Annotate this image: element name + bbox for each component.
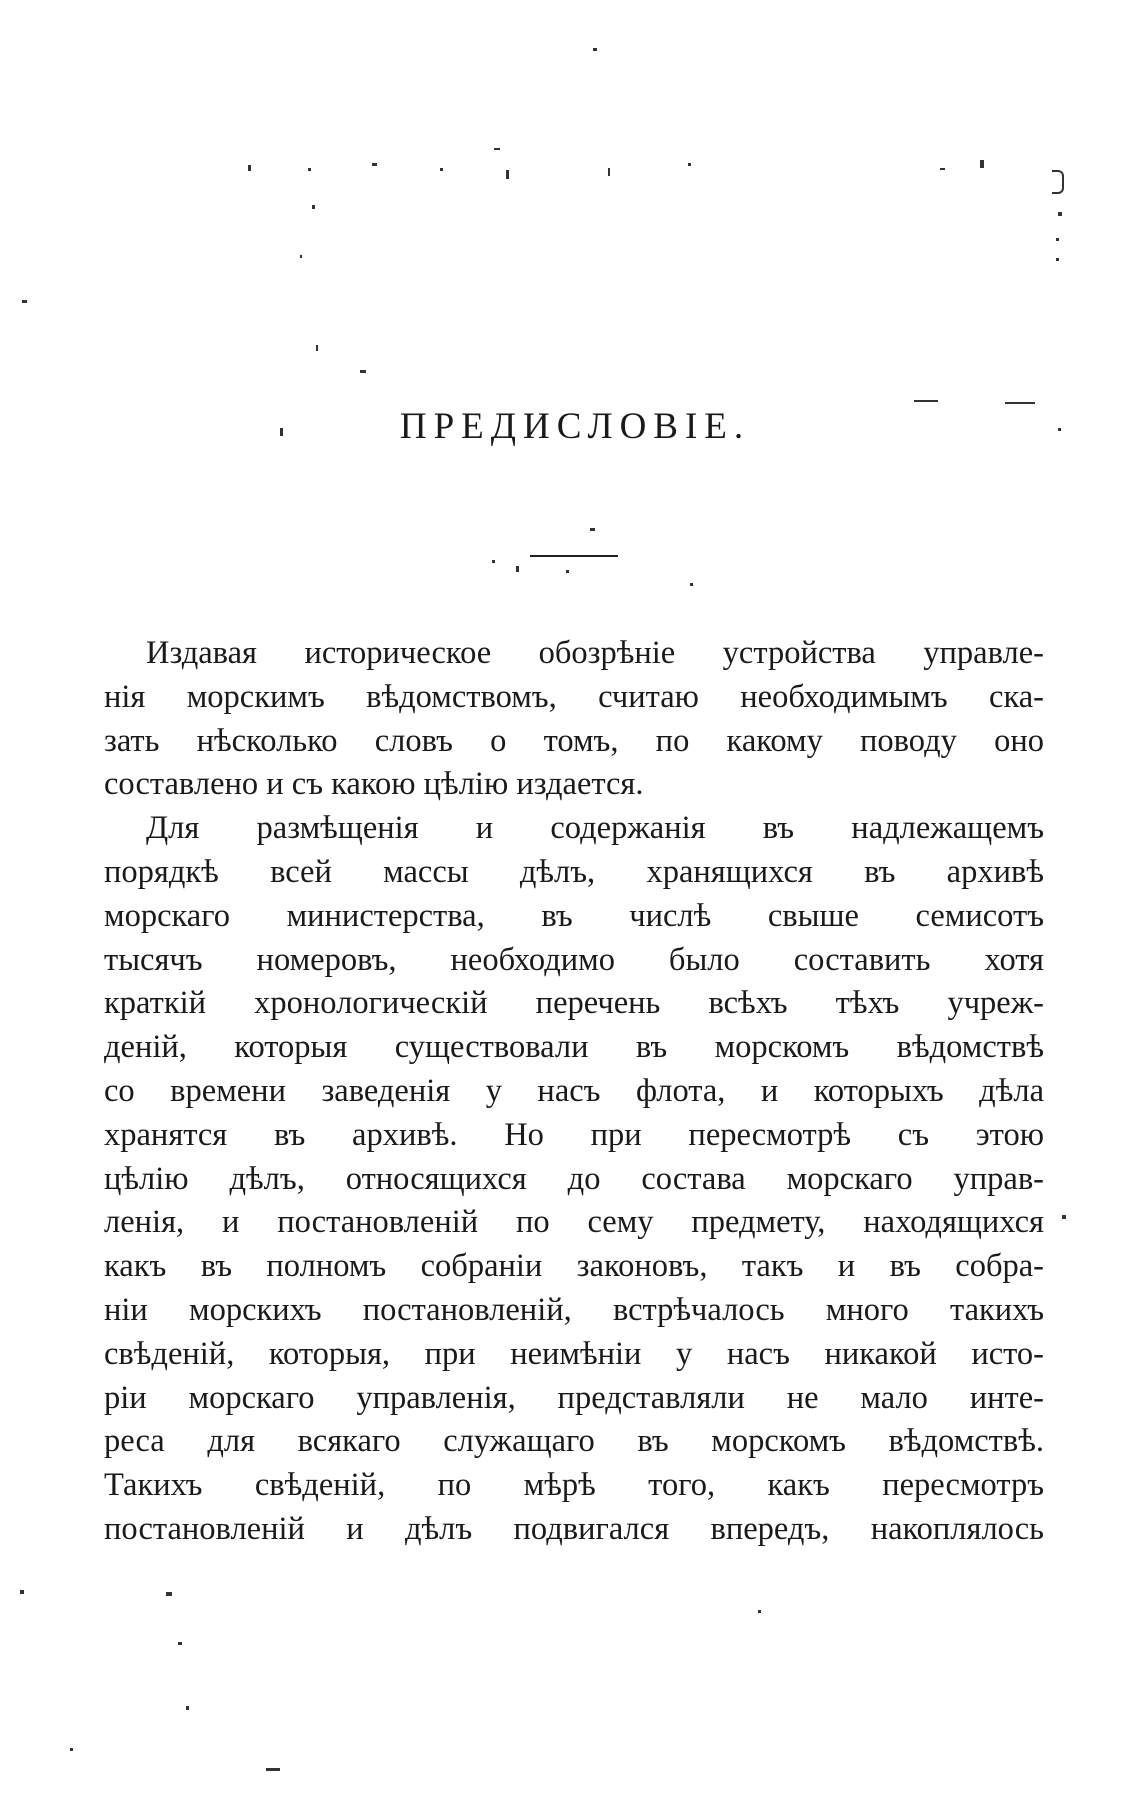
scan-speck [1056,238,1059,241]
scan-speck [940,168,945,170]
text-line: ленія, и постановленій по сему предмету, находящихся [104,1204,1044,1241]
text-line: нія морскимъ вѣдомствомъ, считаю необходимымъ ска- [104,678,1044,715]
text-line: ріи морскаго управленія, представляли не мало инте- [104,1379,1044,1416]
scan-speck [1056,258,1059,261]
scan-speck [494,148,500,150]
text-line: Издавая историческое обозрѣніе устройства управле- [146,635,1044,671]
scan-speck [300,255,302,258]
text-line: краткій хронологическій перечень всѣхъ тѣхъ учреж- [104,985,1044,1022]
text-line: порядкѣ всей массы дѣлъ, хранящихся въ архивѣ [104,853,1044,890]
page-title: ПРЕДИСЛОВІЕ. [399,406,751,447]
text-line: деній, которыя существовали въ морскомъ вѣдомствѣ [104,1029,1044,1066]
scan-speck [492,560,495,563]
text-line: составлено и съ какою цѣлію издается. [104,766,644,803]
scan-speck [1005,402,1035,404]
scan-speck [280,428,283,436]
scan-speck [506,170,509,179]
text-line: постановленій и дѣлъ подвигался впередъ, накоплялось [104,1510,1044,1547]
text-line: хранятся въ архивѣ. Но при пересмотрѣ съ этою [104,1116,1044,1153]
scan-speck [1052,170,1064,194]
scan-speck [360,370,366,373]
scan-speck [566,570,569,573]
scan-speck [316,345,318,351]
text-line: какъ въ полномъ собраніи законовъ, такъ и въ собра- [104,1248,1044,1285]
scan-speck [166,1592,172,1596]
scan-speck [1058,212,1062,216]
paragraph-1 [104,632,1044,807]
scan-speck [980,160,984,168]
text-line: зать нѣсколько словъ о томъ, по какому поводу оно [104,722,1044,759]
scan-speck [186,1706,189,1710]
scan-speck [608,168,610,176]
text-line: со времени заведенія у насъ флота, и которыхъ дѣла [104,1072,1044,1109]
text-line: морскаго министерства, въ числѣ свыше семисотъ [104,897,1044,934]
scan-speck [248,165,251,171]
scan-speck [914,400,938,402]
text-line: тысячъ номеровъ, необходимо было составить хотя [104,941,1044,978]
title-divider [530,555,618,557]
scan-speck [266,1768,280,1771]
text-line: цѣлію дѣлъ, относящихся до состава морскаго управ- [104,1160,1044,1197]
paragraph-2 [104,807,1044,1552]
scan-speck [22,300,27,303]
scan-speck [178,1642,182,1645]
text-line: Такихъ свѣденій, по мѣрѣ того, какъ пересмотръ [104,1467,1044,1504]
scan-speck [1062,1215,1066,1219]
scan-speck [516,566,519,572]
scan-speck [312,205,315,209]
scan-speck [690,583,693,586]
body-text [104,632,1044,1552]
scan-speck [1058,428,1061,431]
scan-speck [308,168,311,171]
scan-speck [590,528,595,531]
scan-speck [20,1590,24,1594]
text-line: ніи морскихъ постановленій, встрѣчалось много такихъ [104,1291,1044,1328]
scan-speck [593,48,597,51]
scan-speck [440,168,443,171]
scan-speck [70,1748,73,1751]
scan-speck [758,1610,761,1613]
scan-speck [372,163,377,166]
text-line: Для размѣщенія и содержанія въ надлежащемъ [146,810,1044,847]
text-line: свѣденій, которыя, при неимѣніи у насъ никакой исто- [104,1335,1044,1372]
text-line: реса для всякаго служащаго въ морскомъ вѣдомствѣ. [104,1423,1044,1460]
scan-speck [688,163,691,166]
